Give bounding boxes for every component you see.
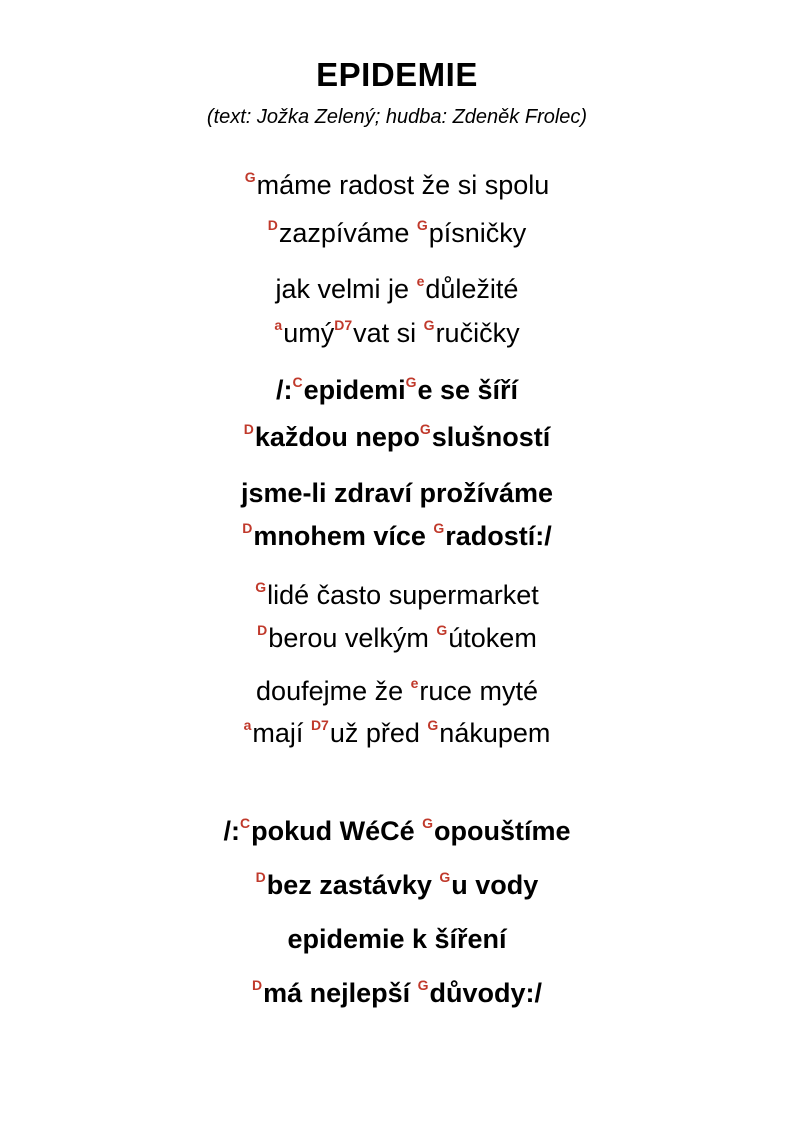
lyric-text: nákupem bbox=[439, 718, 551, 748]
lyric-line bbox=[0, 978, 794, 1009]
chord-label: D bbox=[257, 622, 268, 638]
lyric-text: opouštíme bbox=[434, 816, 571, 846]
lyric-text: radostí:/ bbox=[445, 521, 552, 551]
chord-label: D bbox=[242, 520, 253, 536]
lyric-line bbox=[0, 676, 794, 707]
chord-label: C bbox=[239, 815, 251, 831]
lyric-text: písničky bbox=[428, 218, 527, 248]
chord-label: D bbox=[267, 217, 278, 233]
lyric-text: doufejme že bbox=[256, 676, 411, 706]
lyric-text: důvody:/ bbox=[429, 978, 543, 1008]
lyric-text: pokud WéCé bbox=[251, 816, 423, 846]
chord-label: a bbox=[274, 317, 283, 333]
lyric-text: /: bbox=[223, 816, 240, 846]
lyric-line bbox=[0, 274, 794, 305]
chord-label: G bbox=[255, 579, 267, 595]
lyric-line bbox=[0, 718, 794, 749]
lyric-text: lidé často supermarket bbox=[267, 580, 539, 610]
lyric-line bbox=[0, 870, 794, 901]
chord-label: G bbox=[244, 169, 256, 185]
chord-label: e bbox=[410, 675, 419, 691]
lyric-text: zazpíváme bbox=[278, 218, 417, 248]
chord-label: G bbox=[422, 815, 433, 831]
lyric-text: berou velkým bbox=[268, 623, 437, 653]
lyric-text: jsme-li zdraví prožíváme bbox=[240, 478, 554, 508]
chord-label: D7 bbox=[334, 317, 353, 333]
chord-label: G bbox=[436, 622, 448, 638]
lyric-line bbox=[0, 924, 794, 955]
lyric-line bbox=[0, 580, 794, 611]
lyric-line bbox=[0, 422, 794, 453]
lyric-text: mají bbox=[252, 718, 311, 748]
lyric-text: vat si bbox=[353, 318, 424, 348]
lyric-line bbox=[0, 816, 794, 847]
lyric-text: /: bbox=[275, 375, 293, 405]
lyric-text: epidemie k šíření bbox=[287, 924, 507, 954]
lyric-line bbox=[0, 623, 794, 654]
lyric-text: máme radost že si spolu bbox=[256, 170, 550, 200]
chord-label: D bbox=[255, 869, 266, 885]
chord-label: G bbox=[417, 977, 429, 993]
chord-label: D7 bbox=[310, 717, 329, 733]
chord-label: G bbox=[433, 520, 445, 536]
lyric-text: ručičky bbox=[435, 318, 520, 348]
lyric-text: umý bbox=[283, 318, 335, 348]
lyric-text: už před bbox=[329, 718, 428, 748]
lyric-line bbox=[0, 318, 794, 349]
lyric-line bbox=[0, 478, 794, 509]
lyric-text: každou nepo bbox=[254, 422, 420, 452]
lyric-text: jak velmi je bbox=[275, 274, 417, 304]
chord-label: a bbox=[243, 717, 252, 733]
lyric-line bbox=[0, 375, 794, 406]
chord-label: G bbox=[427, 717, 439, 733]
lyric-text: e se šíří bbox=[417, 375, 519, 405]
lyric-text: u vody bbox=[451, 870, 539, 900]
chord-label: G bbox=[416, 217, 428, 233]
lyric-text: slušností bbox=[431, 422, 551, 452]
lyric-text: útokem bbox=[448, 623, 537, 653]
chord-label: D bbox=[251, 977, 263, 993]
song-credits: (text: Jožka Zelený; hudba: Zdeněk Frolec) bbox=[206, 106, 588, 128]
chord-label: D bbox=[243, 421, 254, 437]
chord-label: G bbox=[423, 317, 435, 333]
lyric-text: epidemi bbox=[303, 375, 406, 405]
lyric-text: bez zastávky bbox=[266, 870, 440, 900]
chord-label: G bbox=[419, 421, 431, 437]
lyric-line bbox=[0, 170, 794, 201]
lyric-line bbox=[0, 521, 794, 552]
lyric-text: má nejlepší bbox=[263, 978, 418, 1008]
lyric-text: důležité bbox=[425, 274, 519, 304]
lyric-text: ruce myté bbox=[419, 676, 538, 706]
song-title: EPIDEMIE bbox=[316, 56, 478, 93]
lyric-line bbox=[0, 218, 794, 249]
lyric-text: mnohem více bbox=[253, 521, 434, 551]
chord-label: C bbox=[292, 374, 303, 390]
chord-label: G bbox=[439, 869, 451, 885]
chord-label: G bbox=[405, 374, 417, 390]
chord-label: e bbox=[416, 273, 425, 289]
